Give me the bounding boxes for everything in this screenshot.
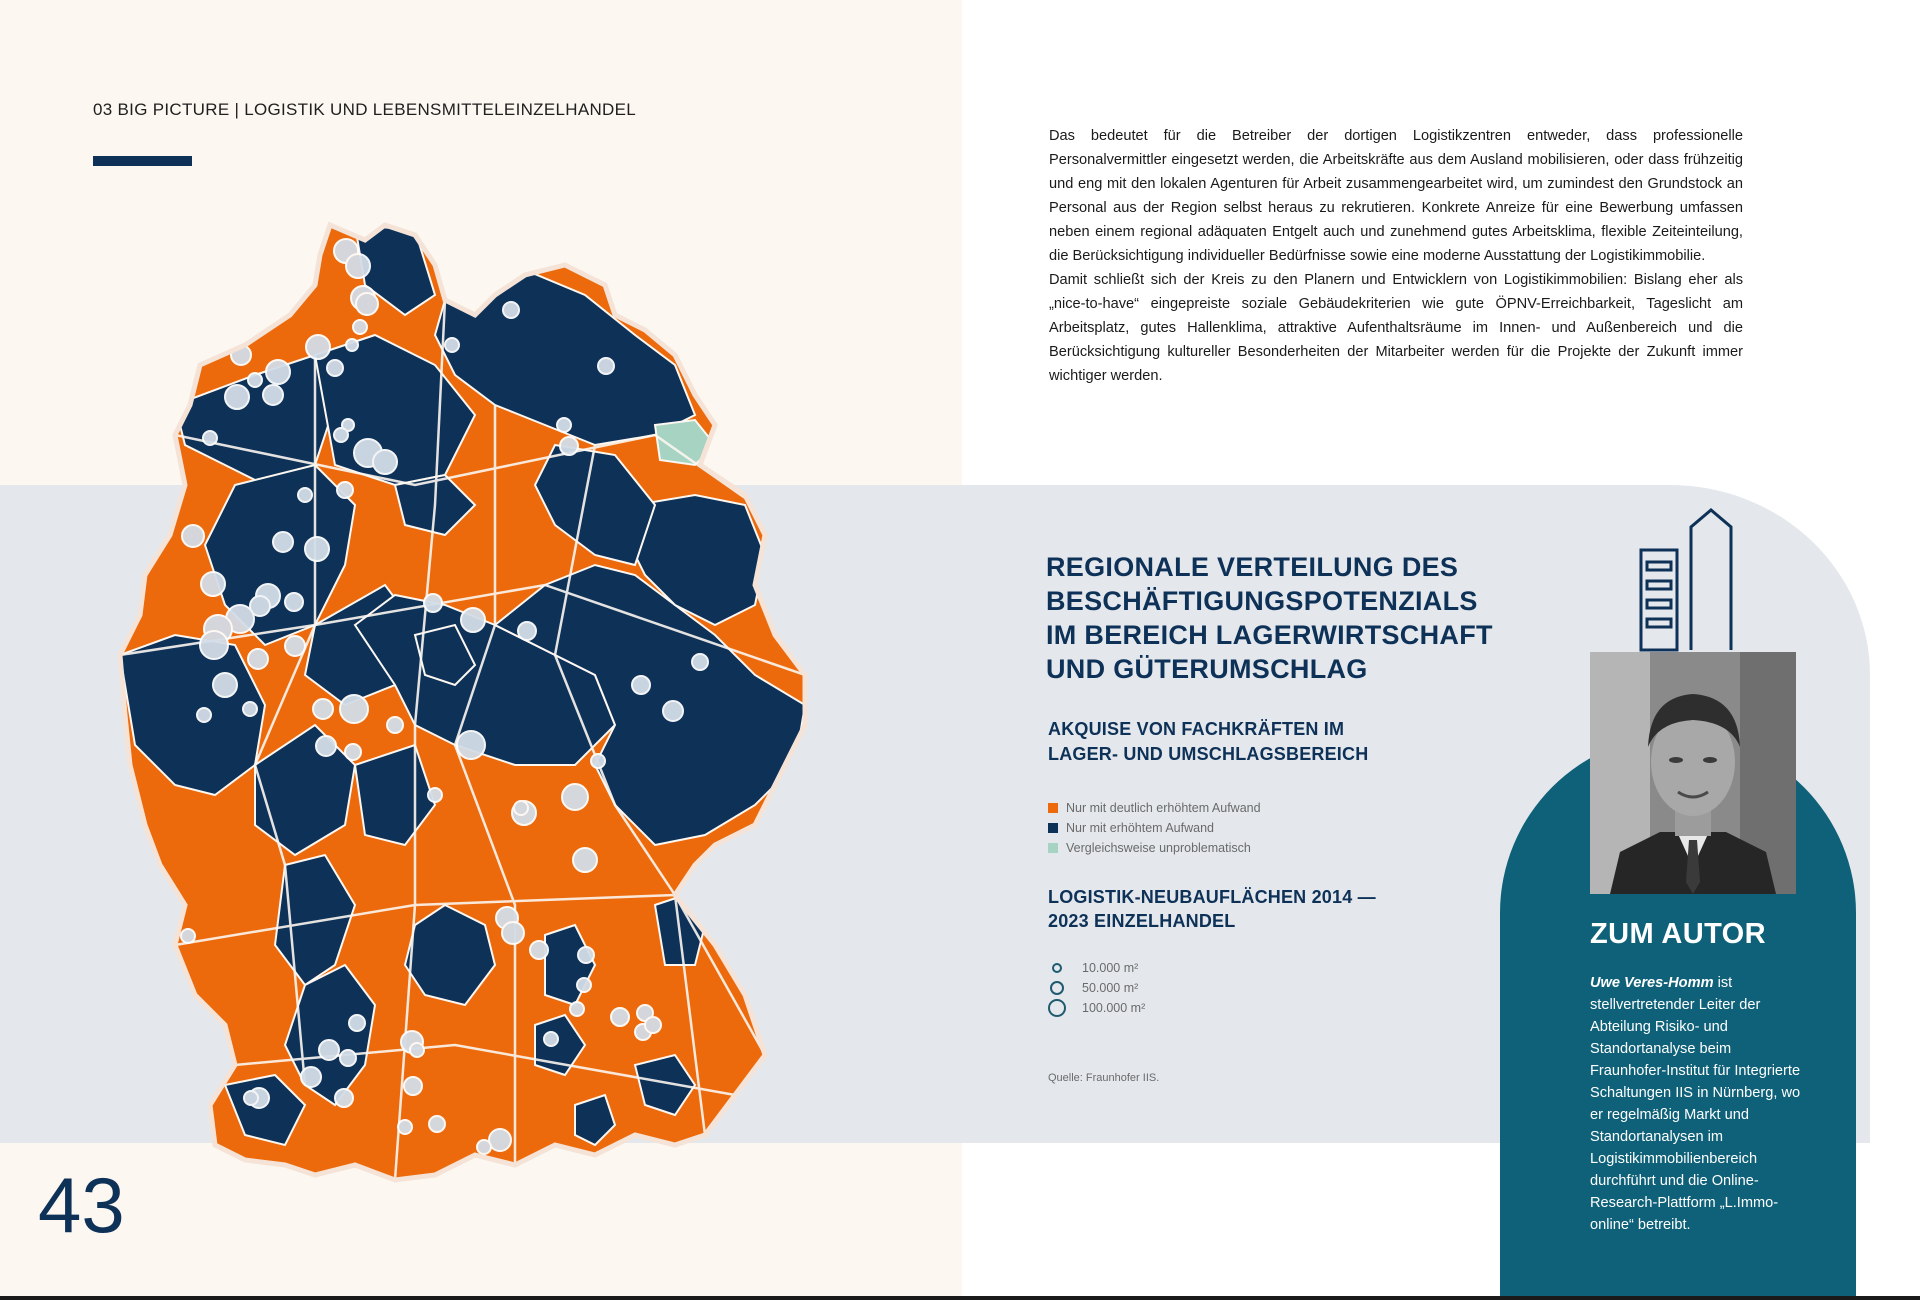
- page-number: 43: [38, 1161, 125, 1249]
- section-header: 03 BIG PICTURE | LOGISTIK UND LEBENSMITTELEINZELHANDEL: [93, 100, 637, 119]
- author-heading: ZUM AUTOR: [1590, 918, 1766, 950]
- orange-swatch: [1048, 803, 1058, 813]
- circle-legend-title: LOGISTIK-NEUBAUFLÄCHEN 2014 — 2023 EINZELHANDEL: [1048, 887, 1376, 931]
- map-subtitle: AKQUISE VON FACHKRÄFTEN IM LAGER- UND UMSCHLAGSBEREICH: [1048, 719, 1369, 764]
- germany-map: [115, 205, 835, 1195]
- source-note: Quelle: Fraunhofer IIS.: [1048, 1072, 1160, 1084]
- large-circle-icon: [1048, 999, 1066, 1017]
- header-accent-bar: [93, 156, 192, 166]
- author-bio-text: ist stellvertretender Leiter der Abteilung Risiko- und Standortanalyse beim Fraunhofer-Institut für Integrierte Schaltungen IIS in Nürnberg, wo er regelmäßig Markt und Standortanalysen im Logistikimmobilienbereich durchführt und die Online- Research-Plattform „L.Immo-online“ betreibt.: [1590, 975, 1801, 1233]
- paragraph-1: Das bedeutet für die Betreiber der dortigen Logistikzentren entweder, dass professionelle Personalvermittler eingesetzt werden, die Arbeitskräfte aus dem Ausland mobilisieren, oder dass frühzeitig und eng mit den lokalen Agenturen für Arbeit zusammengearbeitet wird, um zumindest den Grundstock an Personal aus der Region selbst heraus zu rekrutieren. Konkrete Anreize für eine Bewerbung umfassen neben einem regional adäquaten Entgelt auch und zunehmend gutes Arbeitsklima, flexible Zeiteinteilung, die Berücksichtigung individueller Bedürfnisse sowie eine moderne Ausstattung der Logistikimmobilie.: [1049, 128, 1743, 264]
- small-circle-icon: [1052, 963, 1062, 973]
- medium-circle-icon: [1050, 981, 1064, 995]
- paragraph-2: Damit schließt sich der Kreis zu den Planern und Entwicklern von Logistikimmobilien: Bislang eher als „nice-to-have“ eingepreiste soziale Gebäudekriterien wie gute ÖPNV-Erreichbarkeit, Tageslicht am Arbeitsplatz, gutes Hallenklima, attraktive Aufenthaltsräume im Innen- und Außenbereich und die Berücksichtigung kultureller Besonderheiten der Mitarbeiter werden für die Projekte der Zukunft immer wichtiger werden.: [1049, 272, 1743, 384]
- color-legend: [1048, 798, 1261, 858]
- circle-legend-item: 50.000 m²: [1046, 978, 1145, 998]
- legend-item-medium-effort: Nur mit erhöhtem Aufwand: [1048, 818, 1261, 838]
- navy-swatch: [1048, 823, 1058, 833]
- page-bottom-rule: [0, 1296, 1920, 1300]
- mint-swatch: [1048, 843, 1058, 853]
- legend-item-high-effort: Nur mit deutlich erhöhtem Aufwand: [1048, 798, 1261, 818]
- body-text: [1049, 124, 1743, 388]
- circle-legend: [1046, 958, 1145, 1018]
- circle-legend-item: 100.000 m²: [1046, 998, 1145, 1018]
- building-icon: [1636, 505, 1756, 655]
- author-name: Uwe Veres-Homm: [1590, 975, 1714, 991]
- circle-legend-item: 10.000 m²: [1046, 958, 1145, 978]
- legend-item-unproblematic: Vergleichsweise unproblematisch: [1048, 838, 1261, 858]
- map-title: REGIONALE VERTEILUNG DES BESCHÄFTIGUNGSPOTENZIALS IM BEREICH LAGERWIRTSCHAFT UND GÜTERUMSCHLAG: [1046, 552, 1493, 684]
- author-photo: [1590, 652, 1796, 894]
- author-bio: [1590, 972, 1810, 1236]
